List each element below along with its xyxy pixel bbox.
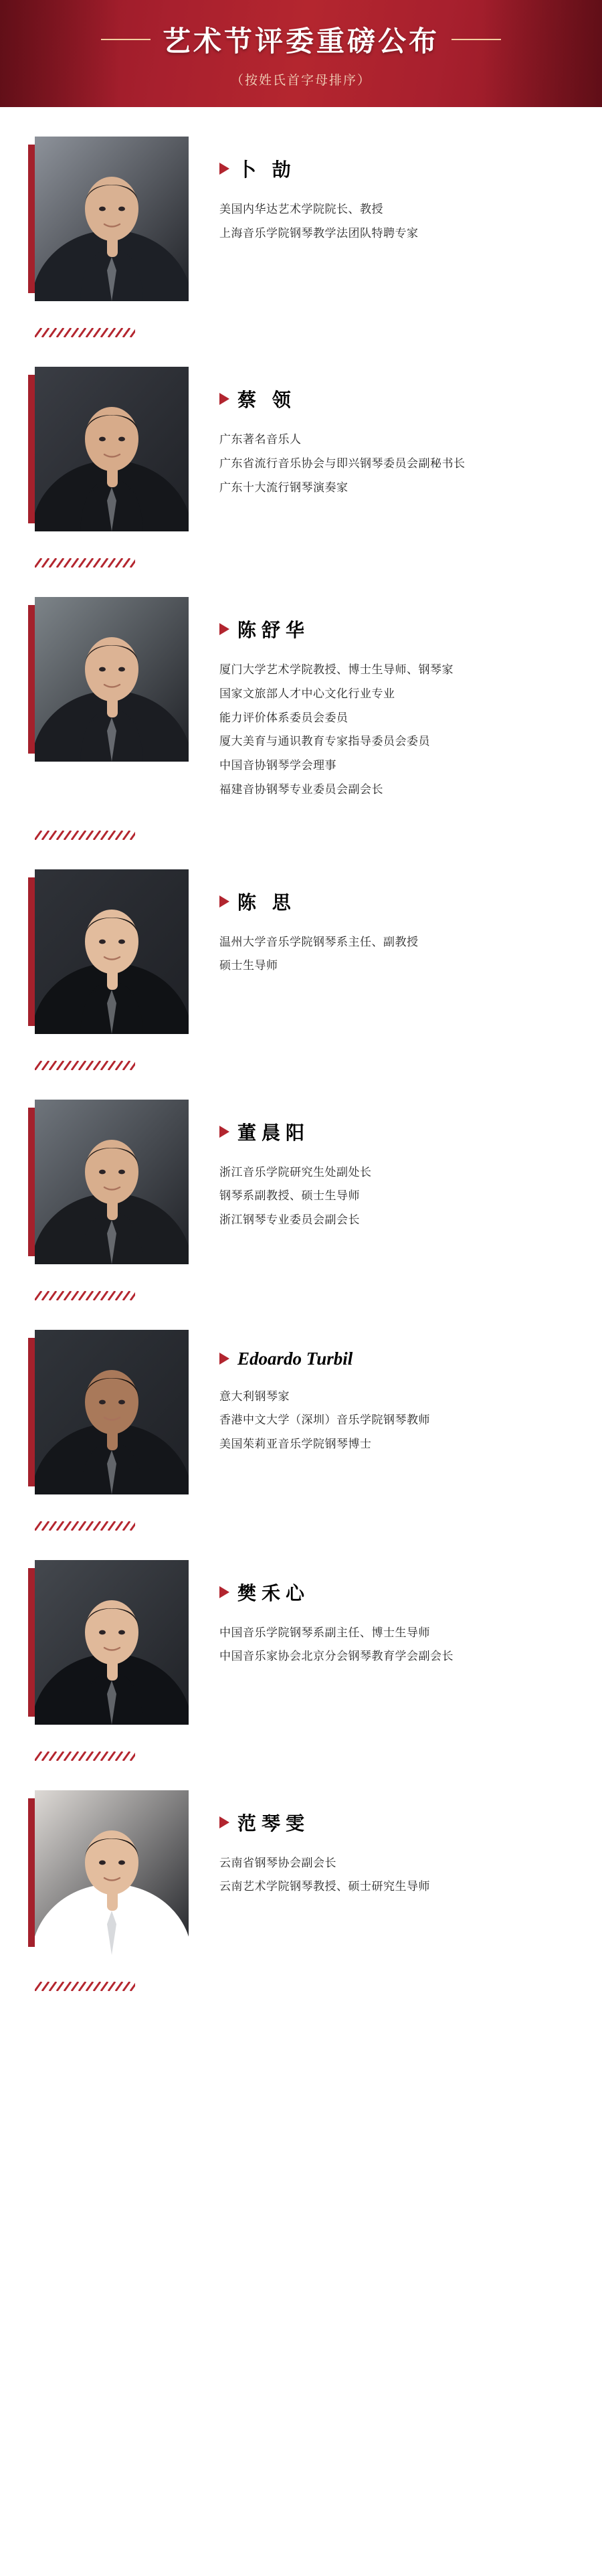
judge-entry xyxy=(0,337,602,568)
triangle-bullet-icon xyxy=(219,1816,229,1828)
judge-name: Edoardo Turbil xyxy=(237,1348,353,1369)
page-title: 艺术节评委重磅公布 xyxy=(162,25,439,57)
judge-entry xyxy=(0,840,602,1070)
judge-row xyxy=(0,840,602,1034)
judge-info xyxy=(189,1790,567,1901)
section-divider xyxy=(35,1061,135,1070)
section-divider xyxy=(35,558,135,568)
judge-bio-line: 浙江音乐学院研究生处副处长 xyxy=(219,1165,372,1179)
judge-name-row xyxy=(219,1579,567,1606)
judge-bio-line: 中国音乐家协会北京分会钢琴教育学会副会长 xyxy=(219,1650,454,1663)
triangle-bullet-icon xyxy=(219,163,229,175)
judge-bio-line: 云南艺术学院钢琴教授、硕士研究生导师 xyxy=(219,1880,430,1893)
judge-photo-wrap xyxy=(35,1560,189,1725)
judge-name-row xyxy=(219,385,567,412)
triangle-bullet-icon xyxy=(219,393,229,405)
judge-portrait xyxy=(35,597,189,762)
section-divider xyxy=(35,1521,135,1531)
judge-name-row xyxy=(219,1349,567,1369)
page-header-banner xyxy=(0,0,602,107)
banner-rule-left-icon xyxy=(101,39,150,40)
judge-name-row xyxy=(219,1809,567,1836)
judge-row xyxy=(0,107,602,301)
judge-info xyxy=(189,367,567,501)
section-divider xyxy=(35,328,135,337)
judge-info xyxy=(189,1330,567,1458)
judge-photo-wrap xyxy=(35,1330,189,1494)
judge-bio-line: 中国音协钢琴学会理事 xyxy=(219,759,336,772)
judge-entry xyxy=(0,1300,602,1531)
judge-photo-wrap xyxy=(35,869,189,1034)
section-divider xyxy=(35,1291,135,1300)
judge-name: 范琴雯 xyxy=(237,1812,310,1834)
banner-rule-right-icon xyxy=(452,39,501,40)
triangle-bullet-icon xyxy=(219,1586,229,1598)
judge-photo-wrap xyxy=(35,137,189,301)
judge-bio-line: 厦大美育与通识教育专家指导委员会委员 xyxy=(219,735,430,748)
judge-list xyxy=(0,107,602,1991)
judge-row xyxy=(0,1761,602,1955)
judge-bio-line: 美国茱莉亚音乐学院钢琴博士 xyxy=(219,1438,372,1450)
judge-row xyxy=(0,1531,602,1725)
judge-bio-line: 福建音协钢琴专业委员会副会长 xyxy=(219,782,383,796)
judge-bio-line: 硕士生导师 xyxy=(219,959,278,972)
judge-name: 董晨阳 xyxy=(237,1122,310,1143)
judge-bio-line: 钢琴系副教授、硕士生导师 xyxy=(219,1189,360,1203)
judge-entry xyxy=(0,1531,602,1761)
banner-title-row xyxy=(101,19,501,60)
judge-entry xyxy=(0,1070,602,1300)
judge-portrait xyxy=(35,1790,189,1955)
judge-portrait xyxy=(35,869,189,1034)
triangle-bullet-icon xyxy=(219,1126,229,1138)
section-divider xyxy=(35,831,135,840)
judge-bio-line: 上海音乐学院钢琴教学法团队特聘专家 xyxy=(219,226,419,240)
judge-name: 卜 劼 xyxy=(237,159,296,180)
judge-row xyxy=(0,1300,602,1494)
judge-portrait xyxy=(35,1560,189,1725)
judge-bio-line: 广东省流行音乐协会与即兴钢琴委员会副秘书长 xyxy=(219,456,466,470)
judge-bio-line: 温州大学音乐学院钢琴系主任、副教授 xyxy=(219,935,419,948)
judge-name-row xyxy=(219,616,567,642)
judge-info xyxy=(189,869,567,980)
triangle-bullet-icon xyxy=(219,623,229,635)
judge-entry xyxy=(0,1761,602,1991)
judge-name-row xyxy=(219,1118,567,1145)
judge-photo-wrap xyxy=(35,1790,189,1955)
judge-portrait xyxy=(35,1100,189,1264)
section-divider xyxy=(35,1751,135,1761)
judge-bio-line: 广东十大流行钢琴演奏家 xyxy=(219,481,348,494)
judge-portrait xyxy=(35,367,189,531)
judge-portrait xyxy=(35,1330,189,1494)
judge-name: 陈 思 xyxy=(237,891,296,913)
judge-photo-wrap xyxy=(35,367,189,531)
judge-bio-line: 美国内华达艺术学院院长、教授 xyxy=(219,203,383,216)
triangle-bullet-icon xyxy=(219,1353,229,1365)
triangle-bullet-icon xyxy=(219,895,229,908)
judge-photo-wrap xyxy=(35,597,189,762)
judge-name-row xyxy=(219,155,567,182)
judge-entry xyxy=(0,107,602,337)
judge-name: 陈舒华 xyxy=(237,620,310,640)
judge-bio-line: 香港中文大学（深圳）音乐学院钢琴教师 xyxy=(219,1413,430,1427)
judge-portrait xyxy=(35,137,189,301)
judge-entry xyxy=(0,568,602,840)
judge-name: 樊禾心 xyxy=(237,1582,310,1604)
judge-bio-line: 意大利钢琴家 xyxy=(219,1389,290,1403)
judge-row xyxy=(0,337,602,531)
judge-info xyxy=(189,597,567,804)
judge-info xyxy=(189,1560,567,1671)
judge-bio-line: 厦门大学艺术学院教授、博士生导师、钢琴家 xyxy=(219,663,454,676)
page-subtitle: （按姓氏首字母排序） xyxy=(230,73,371,88)
judge-bio-line: 能力评价体系委员会委员 xyxy=(219,711,348,724)
judge-bio-line: 国家文旅部人才中心文化行业专业 xyxy=(219,687,395,700)
judge-info xyxy=(189,137,567,248)
judge-info xyxy=(189,1100,567,1234)
section-divider xyxy=(35,1982,135,1991)
judge-bio-line: 浙江钢琴专业委员会副会长 xyxy=(219,1213,360,1226)
judge-bio-line: 中国音乐学院钢琴系副主任、博士生导师 xyxy=(219,1626,430,1639)
judge-bio-line: 云南省钢琴协会副会长 xyxy=(219,1856,336,1869)
judge-name: 蔡 领 xyxy=(237,390,296,410)
judge-bio-line: 广东著名音乐人 xyxy=(219,433,302,446)
judge-row xyxy=(0,568,602,804)
judge-name-row xyxy=(219,888,567,915)
judge-photo-wrap xyxy=(35,1100,189,1264)
judge-row xyxy=(0,1070,602,1264)
